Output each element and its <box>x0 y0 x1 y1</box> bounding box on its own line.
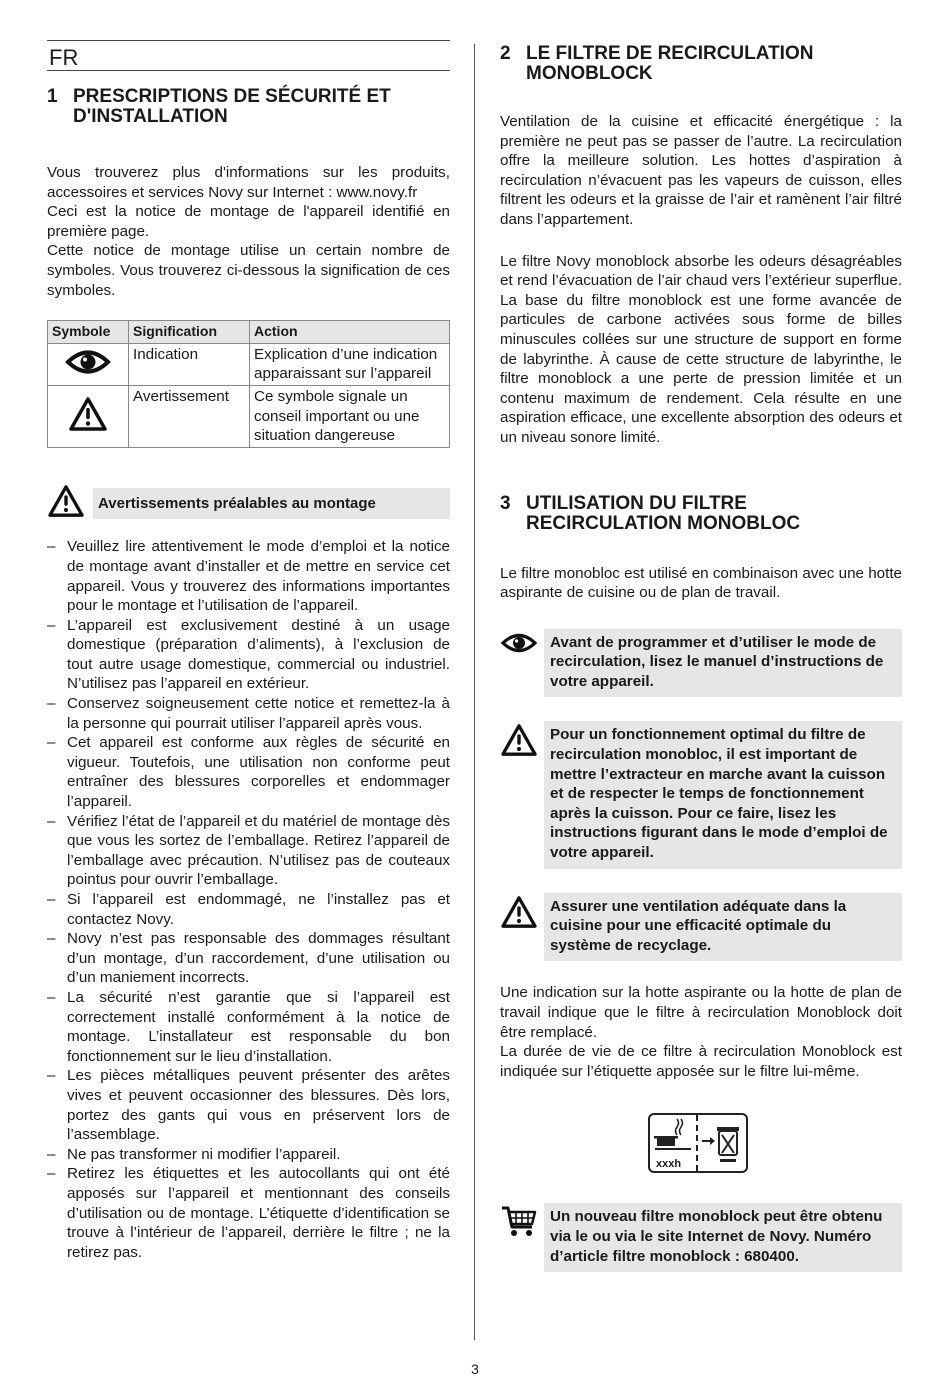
list-item: – Retirez les étiquettes et les autocollants qui ont été apposés sur l’appareil et mentionnant des conseils d’utilisation ou de montage. L’étiquette d’identification se trouve à l’intérieur de l’appareil, derrière le filtre ; ne la retirez pas. <box>47 1164 450 1262</box>
list-item: – Cet appareil est conforme aux règles de sécurité en vigueur. Toutefois, une utilisation non conforme peut entraîner des blessures corporelles et endommager l’appareil. <box>47 733 450 811</box>
list-item: – Veuillez lire attentivement le mode d’emploi et la notice de montage avant d’installer et de mettre en service cet appareil. Vous y trouverez des informations importantes pour le montage et l’utilisation de l’appareil. <box>47 537 450 615</box>
language-code: FR <box>47 40 450 71</box>
note-text: Pour un fonctionnement optimal du filtre de recirculation monobloc, il est important de mettre l’extracteur en marche avant la cuisson et de respecter le temps de fonctionnement après la cuisson. Pour ce faire, lisez les instructions figurant dans le mode d’emploi de votre appareil. <box>544 721 902 868</box>
warning-banner-title: Avertissements préalables au montage <box>93 488 450 520</box>
column-divider <box>474 44 475 1340</box>
table-header: Symbole <box>48 321 129 344</box>
paragraph: La durée de vie de ce filtre à recirculation Monoblock est indiquée sur l’étiquette apposée sur le filtre lui-même. <box>500 1043 902 1080</box>
list-item: – La sécurité n’est garantie que si l’appareil est correctement installé conformément à la notice de montage. L’installateur est responsable du bon fonctionnement sur le lieu d’installation. <box>47 988 450 1066</box>
warning-triangle-icon <box>500 723 538 757</box>
section-3-body <box>500 983 902 1081</box>
order-note <box>500 1203 902 1272</box>
paragraph: Le filtre Novy monoblock absorbe les odeurs désagréables et rend l’évacuation de l’air chaud vers l’extérieur superflue. La base du filtre monoblock est une forme avancée de particules de carbone activées sous forme de billes minuscules collées sur une structure de support en forme de labyrinthe. À cause de cette structure de labyrinthe, le filtre monoblock a une perte de pression limitée et un contenu maximum de rendement. Cela résulte en une aspiration efficace, une excellente absorption des odeurs et un niveau sonore limité. <box>500 252 902 446</box>
section-1-heading: 1 PRESCRIPTIONS DE SÉCURITÉ ET D'INSTALLATION <box>47 86 391 127</box>
eye-icon <box>500 631 538 655</box>
meaning-cell: Avertissement <box>129 385 250 447</box>
table-row <box>48 385 450 447</box>
paragraph: Vous trouverez plus d'informations sur les produits, accessoires et services Novy sur Internet : www.novy.fr <box>47 164 450 201</box>
page-number: 3 <box>471 1361 479 1377</box>
symbol-cell <box>48 385 129 447</box>
warning-triangle-icon <box>68 396 108 432</box>
meaning-cell: Indication <box>129 343 250 385</box>
list-item: – Conservez soigneusement cette notice et remettez-la à la personne qui pourrait utiliser l’appareil après vous. <box>47 694 450 733</box>
paragraph: Ventilation de la cuisine et efficacité énergétique : la première ne peut pas se passer de l’autre. La recirculation offre la meilleure solution. Les hottes d’aspiration à recirculation n’évacuent pas les vapeurs de cuisson, elles filtrent les odeurs et la graisse de l’air et ramènent l’air filtré dans l’appartement. <box>500 113 902 228</box>
note-warning <box>500 721 902 868</box>
section-1-intro <box>47 163 450 300</box>
section-3-heading: 3 UTILISATION DU FILTRE RECIRCULATION MONOBLOC <box>500 492 801 534</box>
list-item: – Vérifiez l’état de l’appareil et du matériel de montage dès que vous les sortez de l’emballage. Retirez l’appareil de l’emballage avec précaution. N’utilisez pas de couteaux pointus pour ouvrir l’emballage. <box>47 812 450 890</box>
paragraph: Une indication sur la hotte aspirante ou la hotte de plan de travail indique que le filtre à recirculation Monoblock doit être remplacé. <box>500 984 902 1041</box>
left-column <box>47 40 450 1262</box>
warning-triangle-icon <box>500 895 538 929</box>
warning-banner <box>47 484 450 524</box>
action-cell: Ce symbole signale un conseil important ou une situation dangereuse <box>250 385 450 447</box>
paragraph: Le filtre monobloc est utilisé en combinaison avec une hotte aspirante de cuisine ou de plan de travail. <box>500 564 902 602</box>
table-header: Action <box>250 321 450 344</box>
note-warning <box>500 893 902 962</box>
list-item: – Novy n’est pas responsable des dommages résultant d’un montage, d’un raccordement, d’une utilisation ou d’un maniement incorrects. <box>47 929 450 988</box>
arrow-to-bin-icon <box>698 1115 744 1167</box>
warning-triangle-icon <box>47 484 85 518</box>
table-row <box>48 343 450 385</box>
paragraph: Cette notice de montage utilise un certain nombre de symboles. Vous trouverez ci-dessous la signification de ces symboles. <box>47 242 450 299</box>
note-eye <box>500 629 902 698</box>
right-column <box>500 44 902 1272</box>
eye-icon <box>65 347 111 377</box>
filter-replacement-pictogram <box>648 1113 748 1173</box>
note-text: Assurer une ventilation adéquate dans la cuisine pour une efficacité optimale du système de recyclage. <box>544 893 902 962</box>
shopping-cart-icon <box>500 1205 538 1239</box>
safety-list <box>47 537 450 1262</box>
table-header: Signification <box>129 321 250 344</box>
list-item: – Si l’appareil est endommagé, ne l’installez pas et contactez Novy. <box>47 890 450 929</box>
note-text: Avant de programmer et d’utiliser le mode de recirculation, lisez le manuel d’instructions de votre appareil. <box>544 629 902 698</box>
list-item: – Ne pas transformer ni modifier l’appareil. <box>47 1145 450 1165</box>
list-item: – L’appareil est exclusivement destiné à un usage domestique (préparation d’aliments), à l’exclusion de tout autre usage domestique, commercial ou industriel. N’utilisez pas l’appareil en extérieur. <box>47 616 450 694</box>
symbol-table <box>47 320 450 448</box>
list-item: – Les pièces métalliques peuvent présenter des arêtes vives et peuvent occasionner des blessures. Dès lors, portez des gants qui vous en préservent lors de l’assemblage. <box>47 1066 450 1144</box>
cooking-pot-icon <box>651 1117 695 1153</box>
section-2-heading: 2 LE FILTRE DE RECIRCULATION MONOBLOCK <box>500 43 814 84</box>
paragraph: Ceci est la notice de montage de l'appareil identifié en première page. <box>47 203 450 240</box>
symbol-cell <box>48 343 129 385</box>
action-cell: Explication d’une indication apparaissant sur l’appareil <box>250 343 450 385</box>
note-text: Un nouveau filtre monoblock peut être obtenu via le ou via le site Internet de Novy. Numéro d’article filtre monoblock : 680400. <box>544 1203 902 1272</box>
hours-label: xxxh <box>656 1158 682 1171</box>
